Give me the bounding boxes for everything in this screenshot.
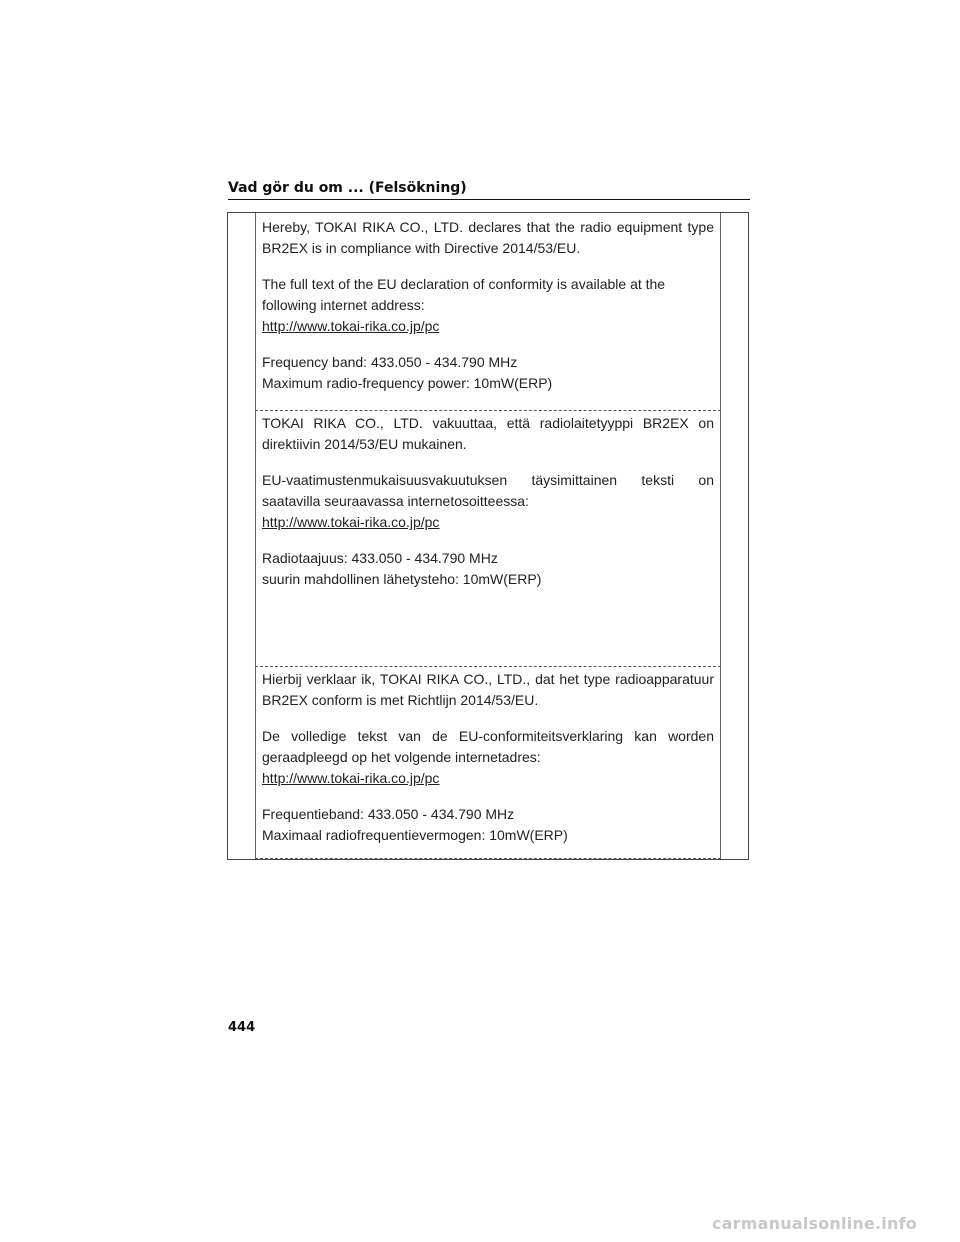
declaration-text: Hierbij verklaar ik, TOKAI RIKA CO., LTD., dat het type radioapparatuur BR2EX conform is met Richtlijn 2014/53/EU. <box>262 671 714 708</box>
declaration-url-link[interactable]: http://www.tokai-rika.co.jp/pc <box>262 770 440 786</box>
declaration-panel-dutch <box>255 667 721 859</box>
frequency-info <box>262 804 714 846</box>
site-watermark: carmanualsonline.info <box>712 1214 917 1233</box>
max-power: Maximaal radiofrequentievermogen: 10mW(ERP) <box>262 827 568 843</box>
availability-line-1: De volledige tekst van de EU-conformiteitsverklaring kan worden <box>262 728 714 744</box>
availability-line-2: saatavilla seuraavassa internetosoitteessa: <box>262 493 529 509</box>
declaration-text: TOKAI RIKA CO., LTD. vakuuttaa, että radiolaitetyyppi BR2EX on direktiivin 2014/53/EU mukainen. <box>262 415 714 452</box>
availability-line-2: following internet address: <box>262 297 425 313</box>
header-divider <box>228 199 750 200</box>
frequency-band: Frequentieband: 433.050 - 434.790 MHz <box>262 806 515 822</box>
availability-line-1: EU-vaatimustenmukaisuusvakuutuksen täysimittainen teksti on <box>262 472 714 488</box>
max-power: suurin mahdollinen lähetysteho: 10mW(ERP) <box>262 571 542 587</box>
declaration-text: Hereby, TOKAI RIKA CO., LTD. declares that the radio equipment type BR2EX is in compliance with Directive 2014/53/EU. <box>262 219 714 256</box>
frequency-band: Frequency band: 433.050 - 434.790 MHz <box>262 354 518 370</box>
page-number: 444 <box>228 1020 256 1035</box>
frequency-band: Radiotaajuus: 433.050 - 434.790 MHz <box>262 550 498 566</box>
declaration-url-link[interactable]: http://www.tokai-rika.co.jp/pc <box>262 514 440 530</box>
frequency-info <box>262 352 714 394</box>
availability-text <box>262 726 714 789</box>
availability-line-1: The full text of the EU declaration of conformity is available at the <box>262 276 666 292</box>
availability-line-2: geraadpleegd op het volgende internetadres: <box>262 749 541 765</box>
page-header-title: Vad gör du om ... (Felsökning) <box>228 180 467 196</box>
availability-text <box>262 470 714 533</box>
availability-text <box>262 274 714 337</box>
declaration-url-link[interactable]: http://www.tokai-rika.co.jp/pc <box>262 318 440 334</box>
max-power: Maximum radio-frequency power: 10mW(ERP) <box>262 375 553 391</box>
declaration-panel-english <box>255 213 721 411</box>
frequency-info <box>262 548 714 590</box>
declaration-panel-finnish <box>255 411 721 667</box>
